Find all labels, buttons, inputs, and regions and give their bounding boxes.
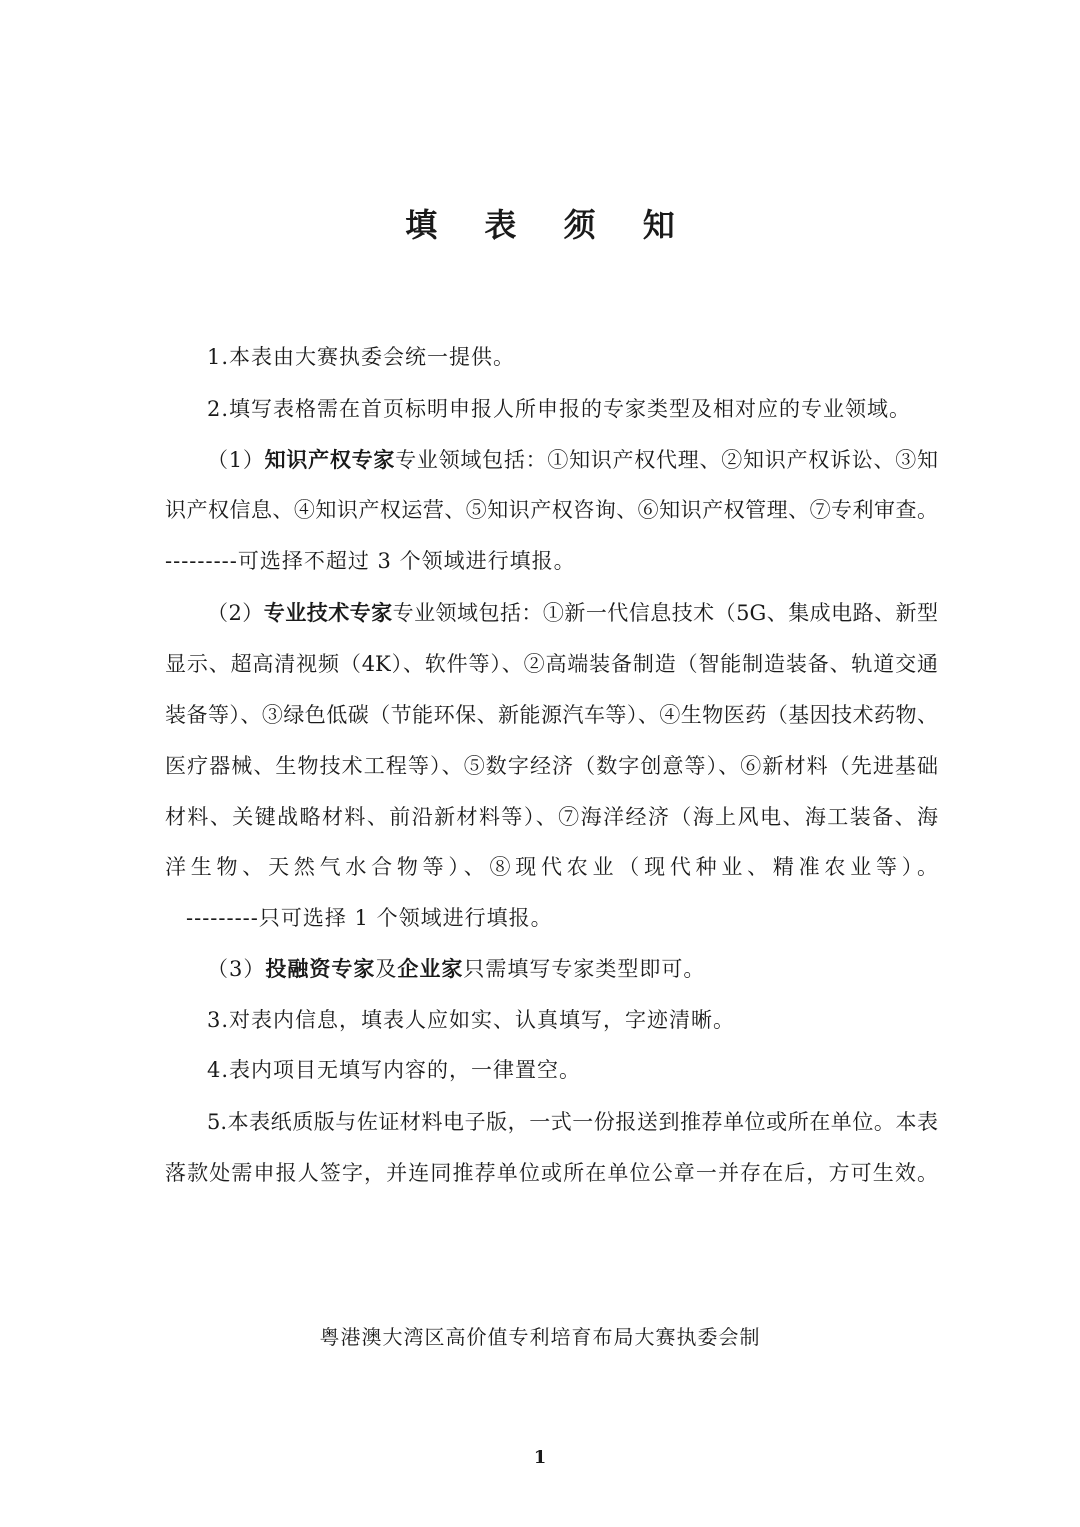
instruction-5-line-2: 落款处需申报人签字，并连同推荐单位或所在单位公章一并存在后，方可生效。 [165, 1161, 938, 1185]
issuer-footer: 粤港澳大湾区高价值专利培育布局大赛执委会制 [319, 1325, 761, 1349]
sub-item-2-line-7: ---------只可选择 1 个领域进行填报。 [186, 906, 553, 930]
sub-item-1-prefix: （1） [207, 448, 265, 472]
sub-item-2-line-3: 装备等）、③绿色低碳（节能环保、新能源汽车等）、④生物医药（基因技术药物、 [165, 703, 938, 727]
sub-item-2-line-5: 材料、关键战略材料、前沿新材料等）、⑦海洋经济（海上风电、海工装备、海 [165, 805, 938, 829]
sub-item-3-category-2: 企业家 [397, 956, 464, 981]
instruction-5-line-1 [165, 1106, 938, 1136]
sub-item-3 [207, 953, 705, 983]
instruction-5-text: 5.本表纸质版与佐证材料电子版，一式一份报送到推荐单位或所在单位。本表 [207, 1110, 938, 1134]
sub-item-2-category: 专业技术专家 [263, 600, 393, 625]
sub-item-2-prefix: （2） [207, 601, 264, 625]
sub-item-3-connector: 及 [375, 957, 398, 981]
page-title: 填 表 须 知 [405, 206, 693, 244]
sub-item-3-text: 只需填写专家类型即可。 [463, 957, 706, 981]
sub-item-2-line-6: 洋生物、天然气水合物等）、⑧现代农业（现代种业、精准农业等）。 [165, 855, 938, 879]
sub-item-1-line-2: 识产权信息、④知识产权运营、⑤知识产权咨询、⑥知识产权管理、⑦专利审查。 [165, 498, 938, 522]
sub-item-1-line-1 [165, 444, 938, 474]
sub-item-2-line-1 [165, 597, 938, 627]
sub-item-1-text: 专业领域包括：①知识产权代理、②知识产权诉讼、③知 [395, 448, 939, 472]
sub-item-2-line-2: 显示、超高清视频（4K）、软件等）、②高端装备制造（智能制造装备、轨道交通 [165, 652, 938, 676]
sub-item-1-line-3: ---------可选择不超过 3 个领域进行填报。 [165, 549, 576, 573]
instruction-3: 3.对表内信息，填表人应如实、认真填写，字迹清晰。 [207, 1008, 736, 1032]
instruction-4: 4.表内项目无填写内容的，一律置空。 [207, 1058, 582, 1082]
instruction-2: 2.填写表格需在首页标明申报人所申报的专家类型及相对应的专业领域。 [207, 397, 912, 421]
instruction-1: 1.本表由大赛执委会统一提供。 [207, 345, 516, 369]
sub-item-2-line-4: 医疗器械、生物技术工程等）、⑤数字经济（数字创意等）、⑥新材料（先进基础 [165, 754, 938, 778]
sub-item-1-category: 知识产权专家 [264, 447, 396, 472]
sub-item-3-category-1: 投融资专家 [265, 956, 376, 981]
sub-item-2-text: 专业领域包括：①新一代信息技术（5G、集成电路、新型 [392, 601, 939, 625]
page-number: 1 [533, 1447, 547, 1468]
sub-item-3-prefix: （3） [207, 957, 266, 981]
